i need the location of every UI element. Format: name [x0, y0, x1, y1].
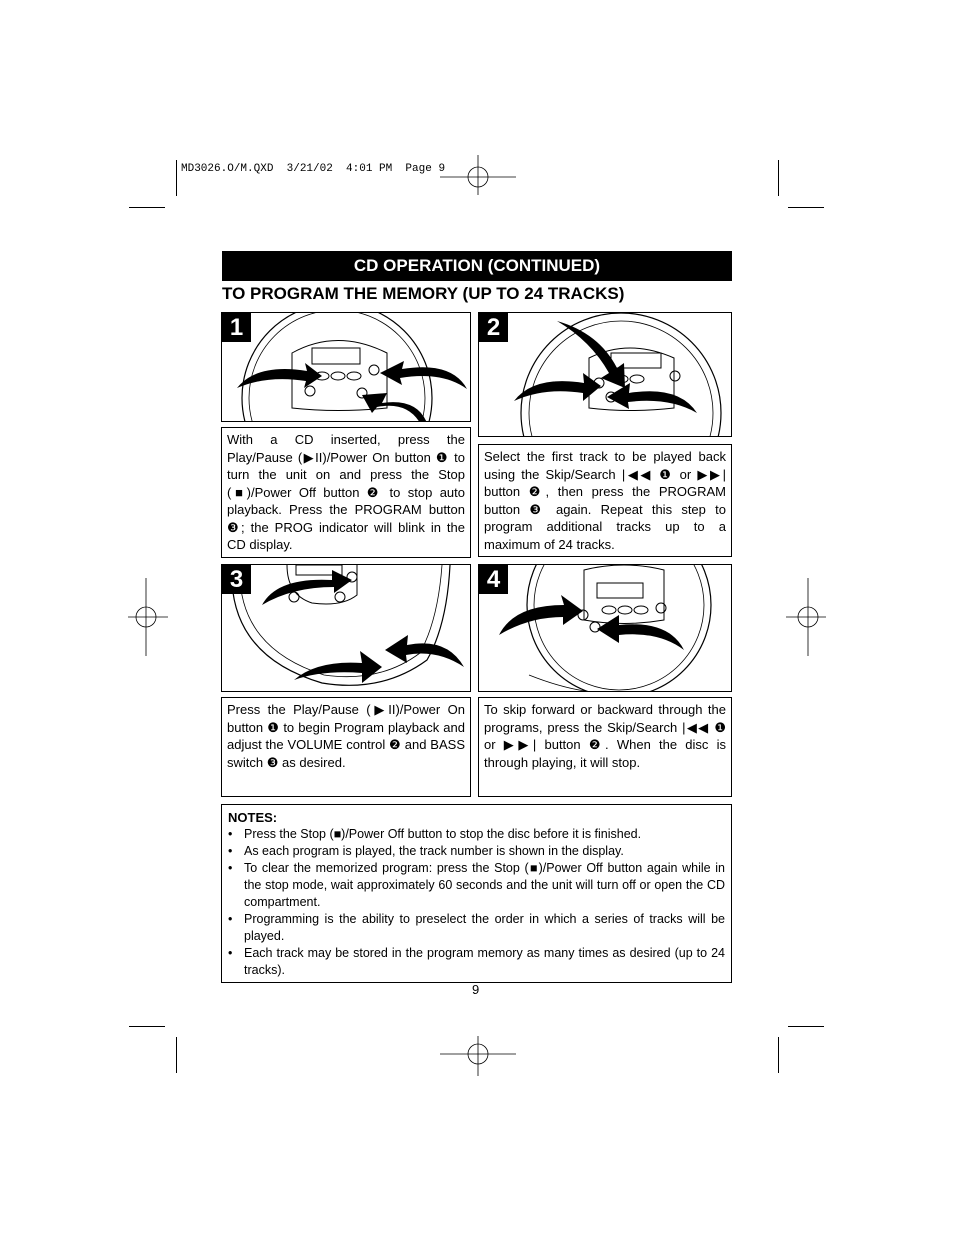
cd-player-drawing	[479, 313, 732, 437]
step-2-illustration	[478, 312, 732, 437]
step-number-badge: 4	[479, 565, 508, 594]
cd-player-drawing	[479, 565, 732, 692]
list-item: • As each program is played, the track number is shown in the display.	[228, 843, 725, 860]
cd-player-drawing	[222, 313, 471, 422]
step-4-text: To skip forward or backward through the programs, press the Skip/Search |◀◀ ❶ or ▶▶| button ❷. When the disc is through playing, it will stop.	[478, 697, 732, 797]
step-number-badge: 1	[222, 313, 251, 342]
list-item: • Each track may be stored in the program memory as many times as desired (up to 24 tracks).	[228, 945, 725, 979]
step-number-badge: 2	[479, 313, 508, 342]
step-2-text: Select the first track to be played back using the Skip/Search |◀◀ ❶ or ▶▶| button ❷, then press the PROGRAM button ❸ again. Repeat this step to program additional tracks up to a maximum of 24 tracks.	[478, 444, 732, 557]
section-header: CD OPERATION (CONTINUED)	[222, 251, 732, 281]
list-item: • To clear the memorized program: press the Stop (■)/Power Off button again while in the stop mode, wait approximately 60 seconds and the unit will turn off or open the CD compartment.	[228, 860, 725, 911]
registration-mark-right	[786, 578, 826, 656]
list-item: • Programming is the ability to preselect the order in which a series of tracks will be played.	[228, 911, 725, 945]
registration-mark-bottom	[440, 1036, 516, 1076]
step-number-badge: 3	[222, 565, 251, 594]
page-number: 9	[472, 982, 480, 997]
print-slug-line: MD3026.O/M.QXD 3/21/02 4:01 PM Page 9	[181, 163, 446, 175]
registration-mark-left	[128, 578, 168, 656]
list-item: • Press the Stop (■)/Power Off button to stop the disc before it is finished.	[228, 826, 725, 843]
step-1-text: With a CD inserted, press the Play/Pause (▶II)/Power On button ❶ to turn the unit on and press the Stop (■)/Power Off button ❷ to stop auto playback. Press the PROGRAM button ❸; the PROG indicator will blink in the CD display.	[221, 427, 471, 558]
registration-mark-top	[440, 155, 516, 195]
notes-list	[228, 826, 725, 979]
step-1-illustration	[221, 312, 471, 422]
cd-player-drawing	[222, 565, 471, 692]
step-4-illustration	[478, 564, 732, 692]
notes-title: NOTES:	[228, 810, 278, 825]
section-subheader: TO PROGRAM THE MEMORY (UP TO 24 TRACKS)	[222, 284, 625, 303]
step-3-text: Press the Play/Pause (▶II)/Power On button ❶ to begin Program playback and adjust the VOLUME control ❷ and BASS switch ❸ as desired.	[221, 697, 471, 797]
step-3-illustration	[221, 564, 471, 692]
notes-box	[221, 804, 732, 983]
